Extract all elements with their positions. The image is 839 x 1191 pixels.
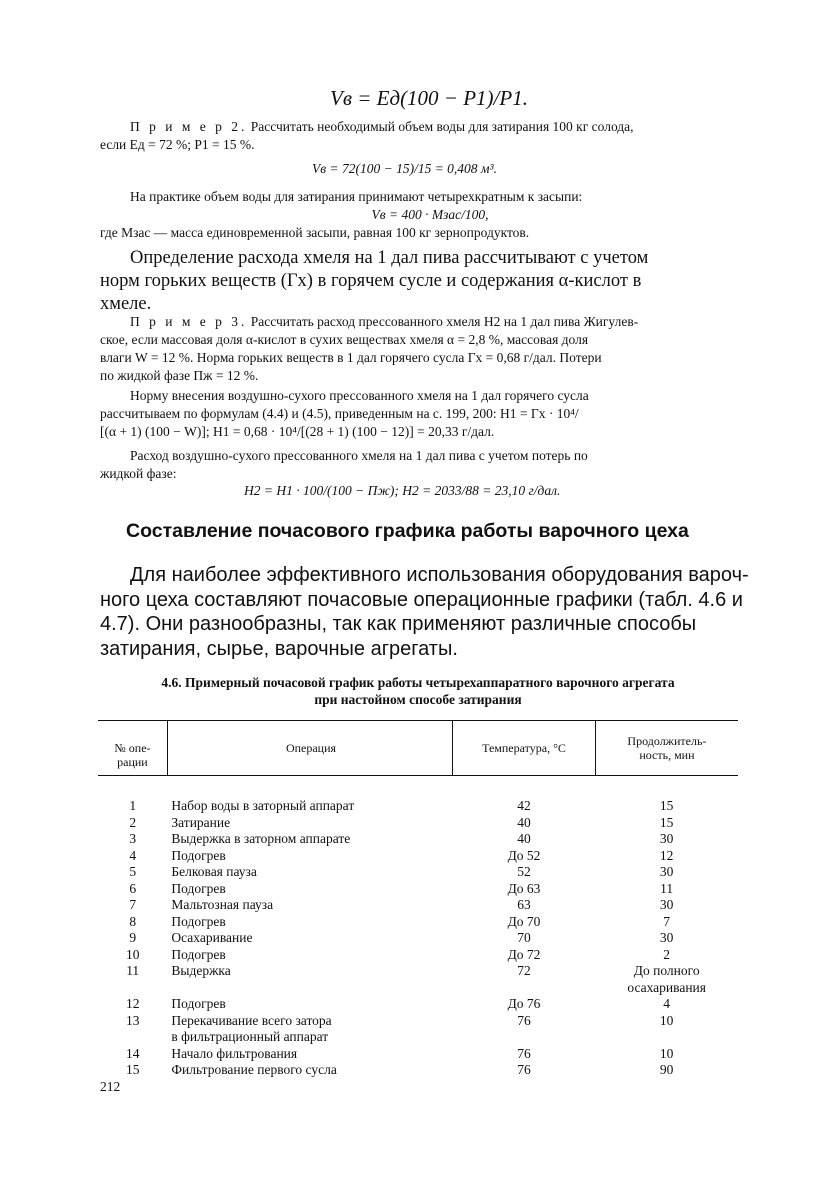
header-op-number-l1: № опе- рации — [114, 741, 151, 769]
practice-where: где Mзас — масса единовременной засыпи, равная 100 кг зернопродуктов. — [100, 225, 530, 240]
cell-temperature: 42 — [517, 798, 531, 813]
table-caption-line-1: 4.6. Примерный почасовой график работы четырехаппаратного варочного агрегата — [161, 675, 675, 690]
table-row — [98, 798, 738, 815]
example-3-para3-line-2: жидкой фазе: — [100, 466, 177, 481]
cell-duration: 11 — [660, 880, 674, 896]
example-3-line-2: ское, если массовая доля α-кислот в сухих веществах хмеля α = 2,8 %, массовая доля — [100, 332, 589, 347]
cell-operation: Мальтозная пауза — [171, 897, 274, 912]
cell-duration: 7 — [663, 913, 671, 929]
cell-operation: Подогрев — [171, 880, 226, 896]
practice-line-1: На практике объем воды для затирания принимают четырехкратным к засыпи: — [130, 189, 583, 204]
cell-operation: Подогрев — [171, 996, 226, 1011]
cell-temperature: До 70 — [507, 913, 541, 929]
cell-op-number: 7 — [129, 897, 137, 912]
formula-vb-value: Vв = 72(100 − 15)/15 = 0,408 м³. — [312, 161, 497, 176]
table-row — [98, 897, 738, 914]
cell-op-number: 12 — [125, 996, 140, 1011]
header-duration: Продолжитель- ность, мин — [595, 721, 738, 776]
hops-intro-line-3: хмеле. — [100, 294, 152, 314]
practice-paragraph — [100, 188, 740, 242]
formula-vb-practice: Vв = 400 · Mзас/100, — [371, 207, 489, 222]
cell-duration: 10 — [659, 1045, 674, 1061]
cell-op-number: 11 — [126, 963, 140, 978]
cell-op-number: 2 — [129, 814, 137, 830]
example-3-label: П р и м е р 3. — [130, 314, 248, 329]
table-header-row — [98, 721, 738, 776]
cell-operation: Выдержка в заторном аппарате — [171, 831, 351, 846]
cell-duration: 15 — [659, 814, 674, 830]
table-gap-row — [98, 776, 738, 799]
example-2 — [100, 118, 740, 154]
cell-operation: Белковая пауза — [171, 864, 257, 879]
cell-op-number: 3 — [129, 831, 137, 846]
cell-op-number: 5 — [129, 864, 137, 879]
cell-temperature: 72 — [517, 963, 531, 978]
example-3-para3-line-1: Расход воздушно-сухого прессованного хмеля на 1 дал пива с учетом потерь по — [130, 448, 588, 463]
cell-operation: Подогрев — [171, 913, 226, 929]
cell-duration: 4 — [663, 996, 671, 1011]
table-row — [98, 914, 738, 931]
example-3 — [100, 313, 740, 483]
cell-operation: Подогрев — [171, 847, 226, 863]
cell-duration: До полного осахаривания — [627, 963, 706, 995]
example-2-text-2: если Eд = 72 %; P1 = 15 %. — [100, 137, 255, 152]
cell-temperature: 70 — [517, 930, 531, 945]
cell-temperature: До 72 — [507, 946, 541, 962]
table-caption-line-2: при настойном способе затирания — [314, 692, 522, 707]
cell-temperature: 52 — [517, 864, 531, 879]
cell-op-number: 4 — [129, 847, 137, 863]
operations-table — [98, 720, 738, 1079]
table-row — [98, 996, 738, 1013]
cell-duration: 30 — [659, 930, 674, 945]
cell-duration: 2 — [663, 946, 671, 962]
section-para-line-3: 4.7). Они разнообразны, так как применяют различные способы — [100, 613, 697, 635]
cell-op-number: 14 — [125, 1045, 140, 1061]
cell-op-number: 9 — [129, 930, 137, 945]
cell-temperature: До 63 — [507, 880, 541, 896]
hops-intro-line-2: норм горьких веществ (Гх) в горячем сусле и содержания α-кислот в — [100, 271, 642, 291]
table-row — [98, 1046, 738, 1063]
section-para-line-1: Для наиболее эффективного использования оборудования вароч- — [130, 564, 749, 586]
cell-temperature: 76 — [517, 1012, 531, 1028]
cell-operation: Фильтрование первого сусла — [171, 1062, 337, 1077]
example-2-text-1: Рассчитать необходимый объем воды для затирания 100 кг солода, — [250, 119, 634, 134]
example-3-line-4: по жидкой фазе Пж = 12 %. — [100, 368, 259, 383]
cell-duration: 30 — [659, 897, 674, 912]
table-row — [98, 963, 738, 996]
cell-op-number: 8 — [129, 913, 137, 929]
cell-op-number: 1 — [129, 798, 137, 813]
table-row — [98, 831, 738, 848]
example-3-line-1: Рассчитать расход прессованного хмеля H2 на 1 дал пива Жигулев- — [250, 314, 639, 329]
cell-op-number: 15 — [125, 1062, 140, 1077]
cell-operation: Начало фильтрования — [171, 1045, 298, 1061]
table-body — [98, 776, 738, 1079]
cell-temperature: 76 — [517, 1045, 531, 1061]
cell-duration: 90 — [659, 1062, 674, 1077]
cell-duration: 30 — [659, 864, 674, 879]
table-row — [98, 930, 738, 947]
cell-op-number: 6 — [129, 880, 137, 896]
table-row — [98, 1062, 738, 1079]
cell-temperature: 76 — [517, 1062, 531, 1077]
example-3-para2-line-3: [(α + 1) (100 − W)]; H1 = 0,68 · 10⁴/[(28 + 1) (100 − 12)] = 20,33 г/дал. — [100, 424, 495, 439]
header-operation: Операция — [167, 721, 452, 776]
section-para-line-4: затирания, сырье, варочные агрегаты. — [100, 637, 458, 660]
cell-operation: Набор воды в заторный аппарат — [171, 798, 355, 813]
example-3-para2-line-1: Норму внесения воздушно-сухого прессованного хмеля на 1 дал горячего сусла — [130, 388, 589, 403]
example-3-line-3: влаги W = 12 %. Норма горьких веществ в 1 дал горячего сусла Гх = 0,68 г/дал. Потери — [100, 350, 602, 365]
cell-duration: 15 — [659, 798, 674, 813]
section-heading: Составление почасового графика работы варочного цеха — [126, 520, 689, 542]
header-op-number — [98, 721, 167, 776]
page-number: 212 — [100, 1079, 121, 1094]
cell-temperature: 63 — [517, 897, 531, 912]
cell-temperature: До 52 — [507, 847, 541, 863]
cell-duration: 12 — [659, 847, 674, 863]
example-2-label: П р и м е р 2. — [130, 119, 248, 134]
formula-vb-general: Vв = Eд(100 − P1)/P1. — [330, 86, 528, 110]
cell-operation: Осахаривание — [171, 930, 253, 945]
cell-operation: Затирание — [171, 814, 231, 830]
cell-operation: Подогрев — [171, 946, 226, 962]
table-row — [98, 947, 738, 964]
section-para-line-2: ного цеха составляют почасовые операционные графики (табл. 4.6 и — [100, 588, 743, 611]
section-paragraph — [100, 563, 750, 661]
table-row — [98, 881, 738, 898]
hops-intro — [100, 247, 745, 316]
cell-duration: 30 — [659, 831, 674, 846]
header-temperature: Температура, °С — [453, 721, 596, 776]
cell-temperature: 40 — [517, 814, 531, 830]
cell-operation: Выдержка — [171, 963, 231, 978]
cell-duration: 10 — [659, 1012, 674, 1028]
table-caption — [98, 674, 738, 708]
table-row — [98, 848, 738, 865]
cell-operation: Перекачивание всего затора в фильтрационный аппарат — [171, 1012, 332, 1044]
table-row — [98, 1013, 738, 1046]
table-row — [98, 815, 738, 832]
hops-intro-line-1: Определение расхода хмеля на 1 дал пива рассчитывают с учетом — [130, 248, 649, 268]
cell-op-number: 13 — [125, 1012, 140, 1028]
formula-h2: H2 = H1 · 100/(100 − Пж); H2 = 2033/88 = 23,10 г/дал. — [244, 483, 561, 498]
table-row — [98, 864, 738, 881]
example-3-para2-line-2: рассчитываем по формулам (4.4) и (4.5), приведенным на с. 199, 200: H1 = Гх · 10⁴/ — [100, 406, 579, 421]
cell-temperature: 40 — [517, 831, 531, 846]
cell-temperature: До 76 — [507, 996, 541, 1011]
cell-op-number: 10 — [125, 946, 140, 962]
